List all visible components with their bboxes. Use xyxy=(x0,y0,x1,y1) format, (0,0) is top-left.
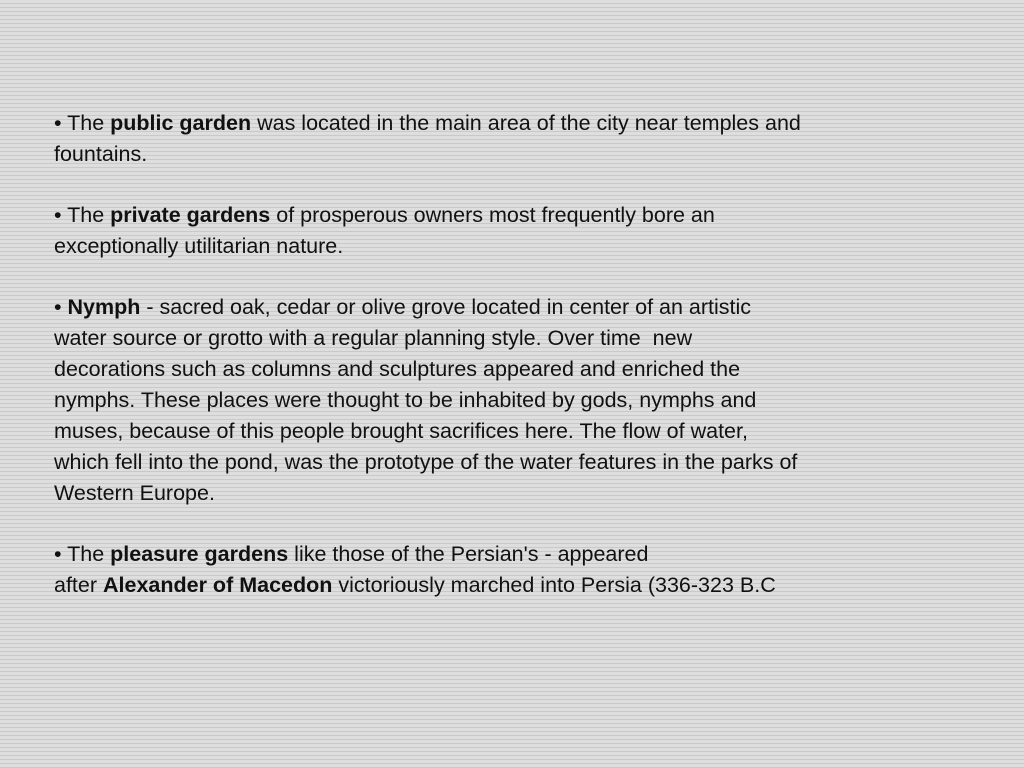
text-line xyxy=(54,292,954,323)
bullet-paragraph xyxy=(54,108,954,170)
text-run: • xyxy=(54,295,68,319)
text-run: decorations such as columns and sculptures appeared and enriched the xyxy=(54,357,741,381)
text-line xyxy=(54,447,954,478)
text-line xyxy=(54,385,954,416)
text-run: of prosperous owners most frequently bore an xyxy=(270,203,715,227)
bold-term: Nymph xyxy=(67,295,141,319)
text-run: - sacred oak, cedar or olive grove located in center of an artistic xyxy=(140,295,752,319)
text-run: • The xyxy=(54,111,111,135)
bullet-paragraph xyxy=(54,539,954,601)
text-line xyxy=(54,108,954,139)
text-run: which fell into the pond, was the prototype of the water features in the parks of xyxy=(54,450,798,474)
text-run: water source or grotto with a regular planning style. Over time new xyxy=(54,326,693,350)
text-run: fountains. xyxy=(54,142,148,166)
bold-term: Alexander of Macedon xyxy=(103,573,333,597)
bold-term: public garden xyxy=(110,111,252,135)
text-run: Western Europe. xyxy=(54,481,215,505)
slide-body xyxy=(54,108,954,631)
bullet-paragraph xyxy=(54,292,954,509)
text-line xyxy=(54,539,954,570)
text-run: victoriously marched into Persia (336-323 B.C xyxy=(332,573,776,597)
text-line xyxy=(54,139,954,170)
text-run: muses, because of this people brought sacrifices here. The flow of water, xyxy=(54,419,748,443)
bold-term: pleasure gardens xyxy=(110,542,289,566)
text-line xyxy=(54,354,954,385)
text-line xyxy=(54,570,954,601)
text-line xyxy=(54,323,954,354)
text-run: • The xyxy=(54,203,111,227)
text-run: after xyxy=(54,573,103,597)
text-line xyxy=(54,478,954,509)
text-run: exceptionally utilitarian nature. xyxy=(54,234,344,258)
text-run: was located in the main area of the city near temples and xyxy=(251,111,801,135)
bold-term: private gardens xyxy=(110,203,271,227)
text-run: • The xyxy=(54,542,111,566)
text-line xyxy=(54,231,954,262)
text-line xyxy=(54,416,954,447)
text-run: like those of the Persian's - appeared xyxy=(288,542,649,566)
text-line xyxy=(54,200,954,231)
text-run: nymphs. These places were thought to be inhabited by gods, nymphs and xyxy=(54,388,757,412)
bullet-paragraph xyxy=(54,200,954,262)
